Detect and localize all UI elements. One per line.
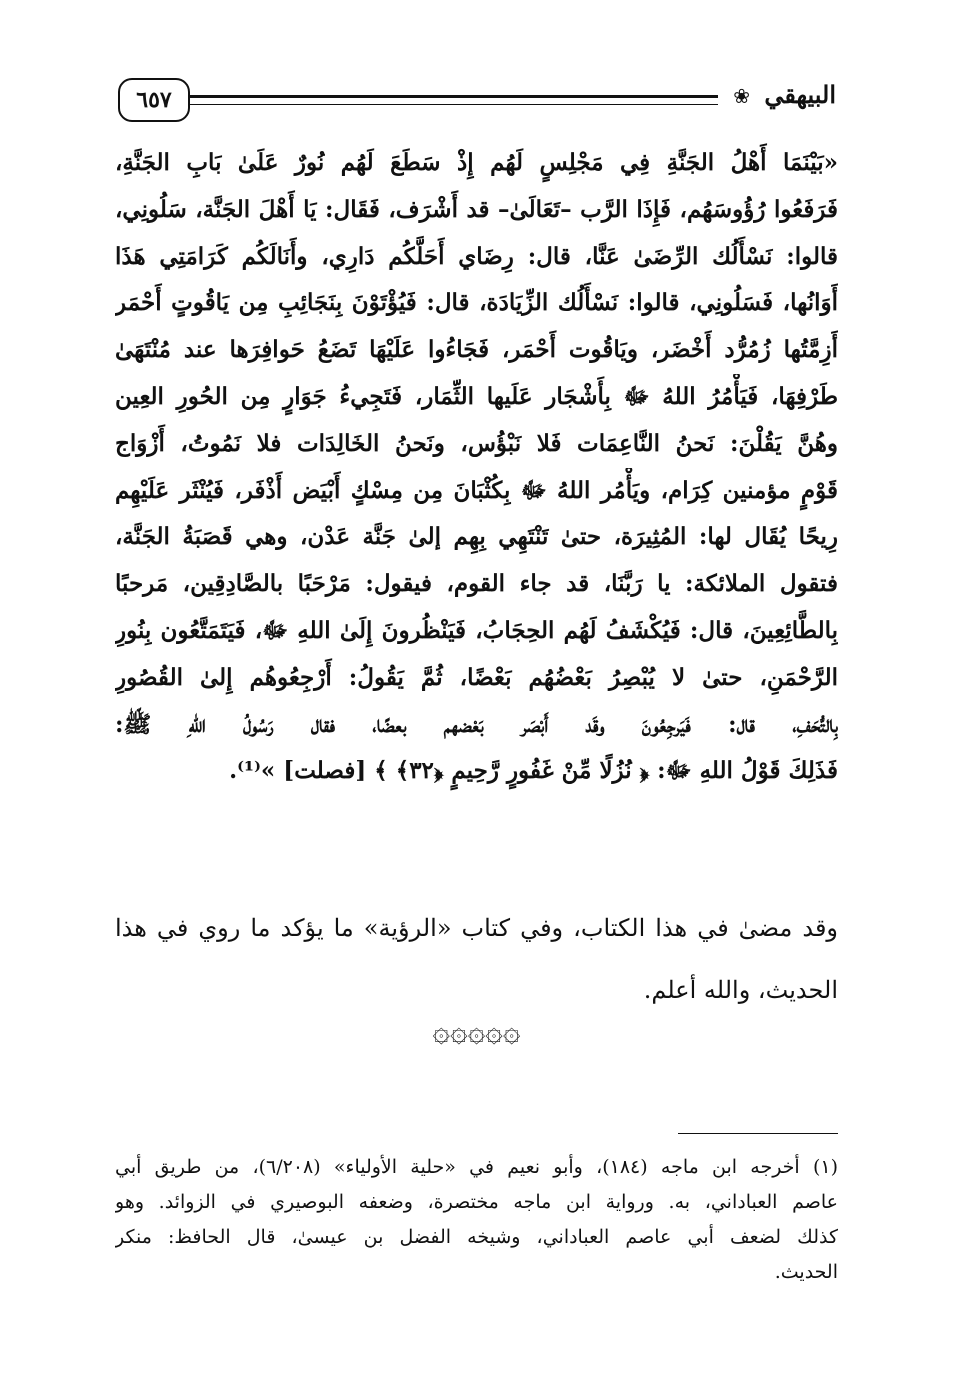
text-line: رِيحًا يُقَال لها: المُثِيرَة، حتىٰ تَنْتَهِي بِهِم إلىٰ جَنَّة عَدْن، وهي قَصَبَةُ الجَنَّة، bbox=[115, 523, 838, 551]
text-line: قَوْمٍ مؤمنين كِرَام، ويَأْمُر اللهُ ﷻ بِكُثْبَانَ مِن مِسْكٍ أَبْيَض أَذْفَر، فَيُنْثَر عَلَيْهِم bbox=[115, 476, 838, 504]
text-line: وهُنَّ يَقُلْنَ: نَحنُ النَّاعِمَات فَلا نَبْؤُس، ونَحنُ الخَالِدَات فلا نَمُوتُ، أَزْوَاج bbox=[115, 429, 838, 457]
text-line: بِالطَّائِعِينَ، قال: فَيُكْشَفُ لَهُم الحِجَابُ، فَيَنْظُرونَ إِلَىٰ اللهِ ﷻ، فَيَتَمَتَّعُون بِنُورِ bbox=[115, 616, 838, 644]
text-line: فتقول الملائكة: يا رَبَّنَا، قد جاء القوم، فيقول: مَرْحَبًا بالصَّادِقِين، مَرحبًا bbox=[115, 570, 838, 598]
footnote-line: كذلك لضعف أبي عاصم العباداني، وشيخه الفضل بن عيسىٰ، قال الحافظ: منكر bbox=[115, 1226, 838, 1248]
text-line: قالوا: نَسْأَلُك الرِّضَىٰ عَنَّا، قال: رِضَاي أَحَلَّكُم دَارِي، وأَنَالَكُم كَرَامَتِي هَذَا bbox=[115, 242, 838, 270]
running-header bbox=[118, 78, 836, 122]
footnote-line: عاصم العباداني، به. ورواية ابن ماجه مختصرة، وضعفه البوصيري في الزوائد. وهو bbox=[115, 1191, 838, 1213]
footnote-line: الحديث. bbox=[774, 1261, 838, 1283]
text-line: فَذَلِكَ قَوْلُ اللهِ ﷻ: ﴿ نُزُلًا مِّنْ غَفُورٍ رَّحِيمٍ ﴿٣٢﴾ ﴾ [فصلت] »⁽¹⁾. bbox=[229, 757, 838, 785]
text-line: بِالتُّحَفِ، قال: فَيَرجِعُونَ وقَد أَبْصَر بَعْضهم بعضًا، فقال رَسُولُ اللهِ ﷺ: bbox=[115, 710, 838, 738]
text-line: وقد مضىٰ في هذا الكتاب، وفي كتاب «الرؤية» ما يؤكد ما روي في هذا bbox=[115, 914, 838, 942]
section-divider-ornament: ۞۞۞۞۞ bbox=[432, 1014, 521, 1049]
hadith-text bbox=[115, 140, 838, 795]
text-line: الرَّحْمَنِ، حتىٰ لا يُبْصِرُ بَعْضُهُم بَعْضًا، ثُمَّ يَقُولُ: أَرْجِعُوهُم إِلىٰ القُصُورِ bbox=[115, 663, 838, 691]
header-rule bbox=[188, 95, 718, 105]
footnotes bbox=[115, 1150, 838, 1290]
flower-ornament-icon: ❀ bbox=[733, 84, 750, 108]
text-line: الحديث، والله أعلم. bbox=[643, 976, 838, 1004]
page-number: ٦٥٧ bbox=[118, 78, 190, 122]
text-line: أَوَانُها، فَسَلُونِي، قالوا: نَسْأَلُك الزِّيَادَة، قال: فَيُؤْتَوْنَ بِنَجَائِبِ مِن يَاقُوتٍ أَحْمَر bbox=[115, 289, 838, 317]
commentary-paragraph bbox=[115, 897, 838, 1021]
text-line: فَرَفَعُوا رُؤُوسَهُم، فَإِذَا الرَّب –تَعَالَىٰ– قد أَشْرَف، فَقَال: يَا أَهْلَ الجَنَّة، سَلُونِي، bbox=[115, 195, 838, 223]
footnote-line: (١) أخرجه ابن ماجه (١٨٤)، وأبو نعيم في «حلية الأولياء» (٦/٢٠٨)، من طريق أبي bbox=[115, 1156, 838, 1178]
footnote-separator bbox=[678, 1133, 838, 1134]
text-line: أَزِمَّتُها زُمُرُّد أَخْضَر، ويَاقُوت أَحْمَر، فَجَاءُوا عَلَيْهَا تَضَعُ حَوافِرَها عند مُنْتَهَىٰ bbox=[115, 336, 838, 364]
text-line: «بَيْنَمَا أَهْلُ الجَنَّةِ فِي مَجْلِسٍ لَهُم إِذْ سَطَعَ لَهُم نُورٌ عَلَىٰ بَابِ الجَنَّةِ، bbox=[115, 149, 838, 176]
running-title: البيهقي bbox=[764, 80, 836, 109]
text-line: طَرْفِهَا، فَيَأْمُرُ اللهُ ﷻ بِأَشْجَار عَلَيها الثِّمَار، فَتَجِيءُ جَوَارٍ مِن الحُورِ العِين bbox=[115, 382, 838, 410]
